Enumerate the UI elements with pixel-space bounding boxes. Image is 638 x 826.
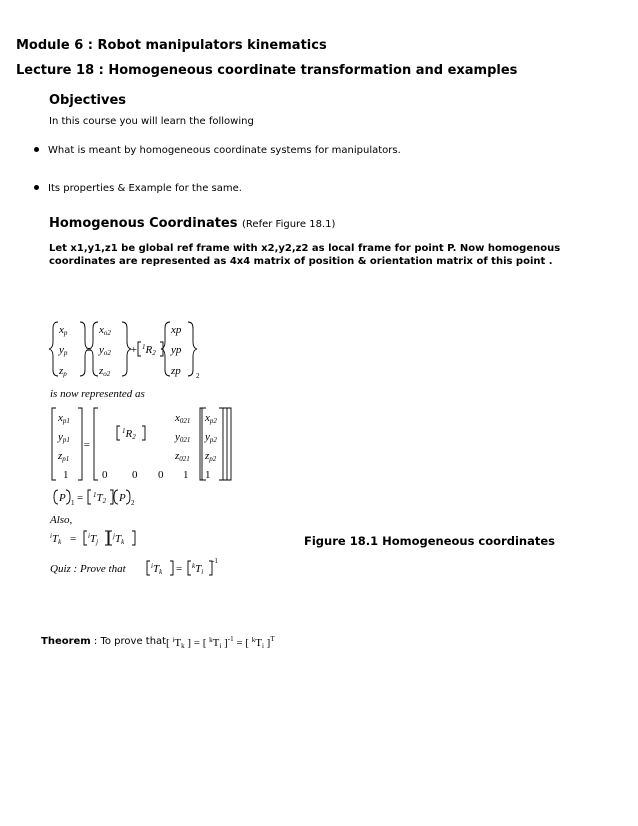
objective-text: What is meant by homogeneous coordinate systems for manipulators. [48,145,401,156]
svg-text:1R2: $^1$R2 [122,427,136,441]
svg-text:1: 1 [63,469,69,481]
svg-text:Also,: Also, [50,514,73,526]
svg-text:is now represented as: is now represented as [50,388,145,400]
svg-text:-1: -1 [212,557,218,565]
svg-text:0: 0 [102,469,108,481]
bullet-icon [34,185,39,190]
svg-text:xp: xp [171,324,182,336]
svg-text:yp1: yp1 [58,431,70,444]
svg-text:zp2: zp2 [205,450,217,463]
svg-text:zp: zp [171,365,181,377]
svg-text:zp: zp [59,365,67,378]
objective-text: Its properties & Example for the same. [48,183,242,194]
bullet-icon [34,147,39,152]
homogeneous-equations-figure [46,318,296,580]
svg-text:yp2: yp2 [205,431,217,444]
svg-text:P: P [59,492,66,504]
svg-text:1: 1 [183,469,189,481]
svg-text:1T2: $^1$T2 [93,491,107,505]
theorem-line [41,636,166,647]
svg-text:[ iTk ] = [ kTi ]-1 = [ kTi ]T: [ $^i$Tk ] = [ $^k$Ti ]$^{-1}$ = [ $^k$Ti ]$^T$ [166,635,275,650]
module-title: Module 6 : Robot manipulators kinematics [16,38,327,53]
svg-text:yp: yp [59,344,68,357]
svg-text:=: = [70,533,77,545]
svg-text:x021: x021 [175,412,191,425]
svg-text:=: = [83,439,91,451]
svg-text:xp: xp [59,324,68,337]
objectives-heading: Objectives [49,93,127,108]
lecture-title: Lecture 18 : Homogeneous coordinate transformation and examples [16,63,518,78]
svg-text:xo2: xo2 [99,324,111,337]
svg-text:y021: y021 [175,431,191,444]
svg-text:=: = [77,492,84,504]
svg-text:xp1: xp1 [58,412,70,425]
svg-text:zo2: zo2 [99,365,111,378]
theorem-label: Theorem [41,636,91,647]
svg-text:zp1: zp1 [58,450,70,463]
svg-text:Quiz : Prove that: Quiz : Prove that [50,563,126,575]
section-heading [49,216,335,231]
svg-text:0: 0 [158,469,164,481]
svg-text:iTk: $^i$Tk [151,562,163,576]
svg-text:jTk: $^j$Tk [113,532,125,546]
svg-text:2: 2 [196,372,200,380]
svg-text:iTk: $^i$Tk [50,532,62,546]
svg-text:=: = [176,563,183,575]
svg-text:xp2: xp2 [205,412,217,425]
svg-text:yo2: yo2 [99,344,111,357]
svg-text:1: 1 [205,469,211,481]
objective-bullet [34,183,242,194]
svg-text:yp: yp [171,344,182,356]
svg-text:2: 2 [131,499,135,507]
svg-text:0: 0 [132,469,138,481]
section-title: Homogenous Coordinates [49,216,238,231]
svg-text:z021: z021 [175,450,190,463]
svg-text:=: = [85,344,93,356]
svg-text:1R2: $^1$R2 [142,343,156,357]
section-description: Let x1,y1,z1 be global ref frame with x2,y2,z2 as local frame for point P. Now homogenous coordinates are represented as 4x4 matrix of position & orientation matrix of this point . [49,243,561,267]
theorem-equation [166,632,296,652]
svg-text:kTi: $^k$Ti [192,562,204,576]
theorem-text: : To prove that [93,636,167,647]
svg-text:P: P [119,492,126,504]
objective-bullet [34,145,401,156]
figure-caption: Figure 18.1 Homogeneous coordinates [304,534,555,548]
figure-reference: (Refer Figure 18.1) [242,219,336,230]
svg-text:+: + [130,344,138,356]
svg-text:1: 1 [71,499,75,507]
svg-text:iTj: $^i$Tj [88,532,99,546]
objectives-intro: In this course you will learn the following [49,116,254,127]
